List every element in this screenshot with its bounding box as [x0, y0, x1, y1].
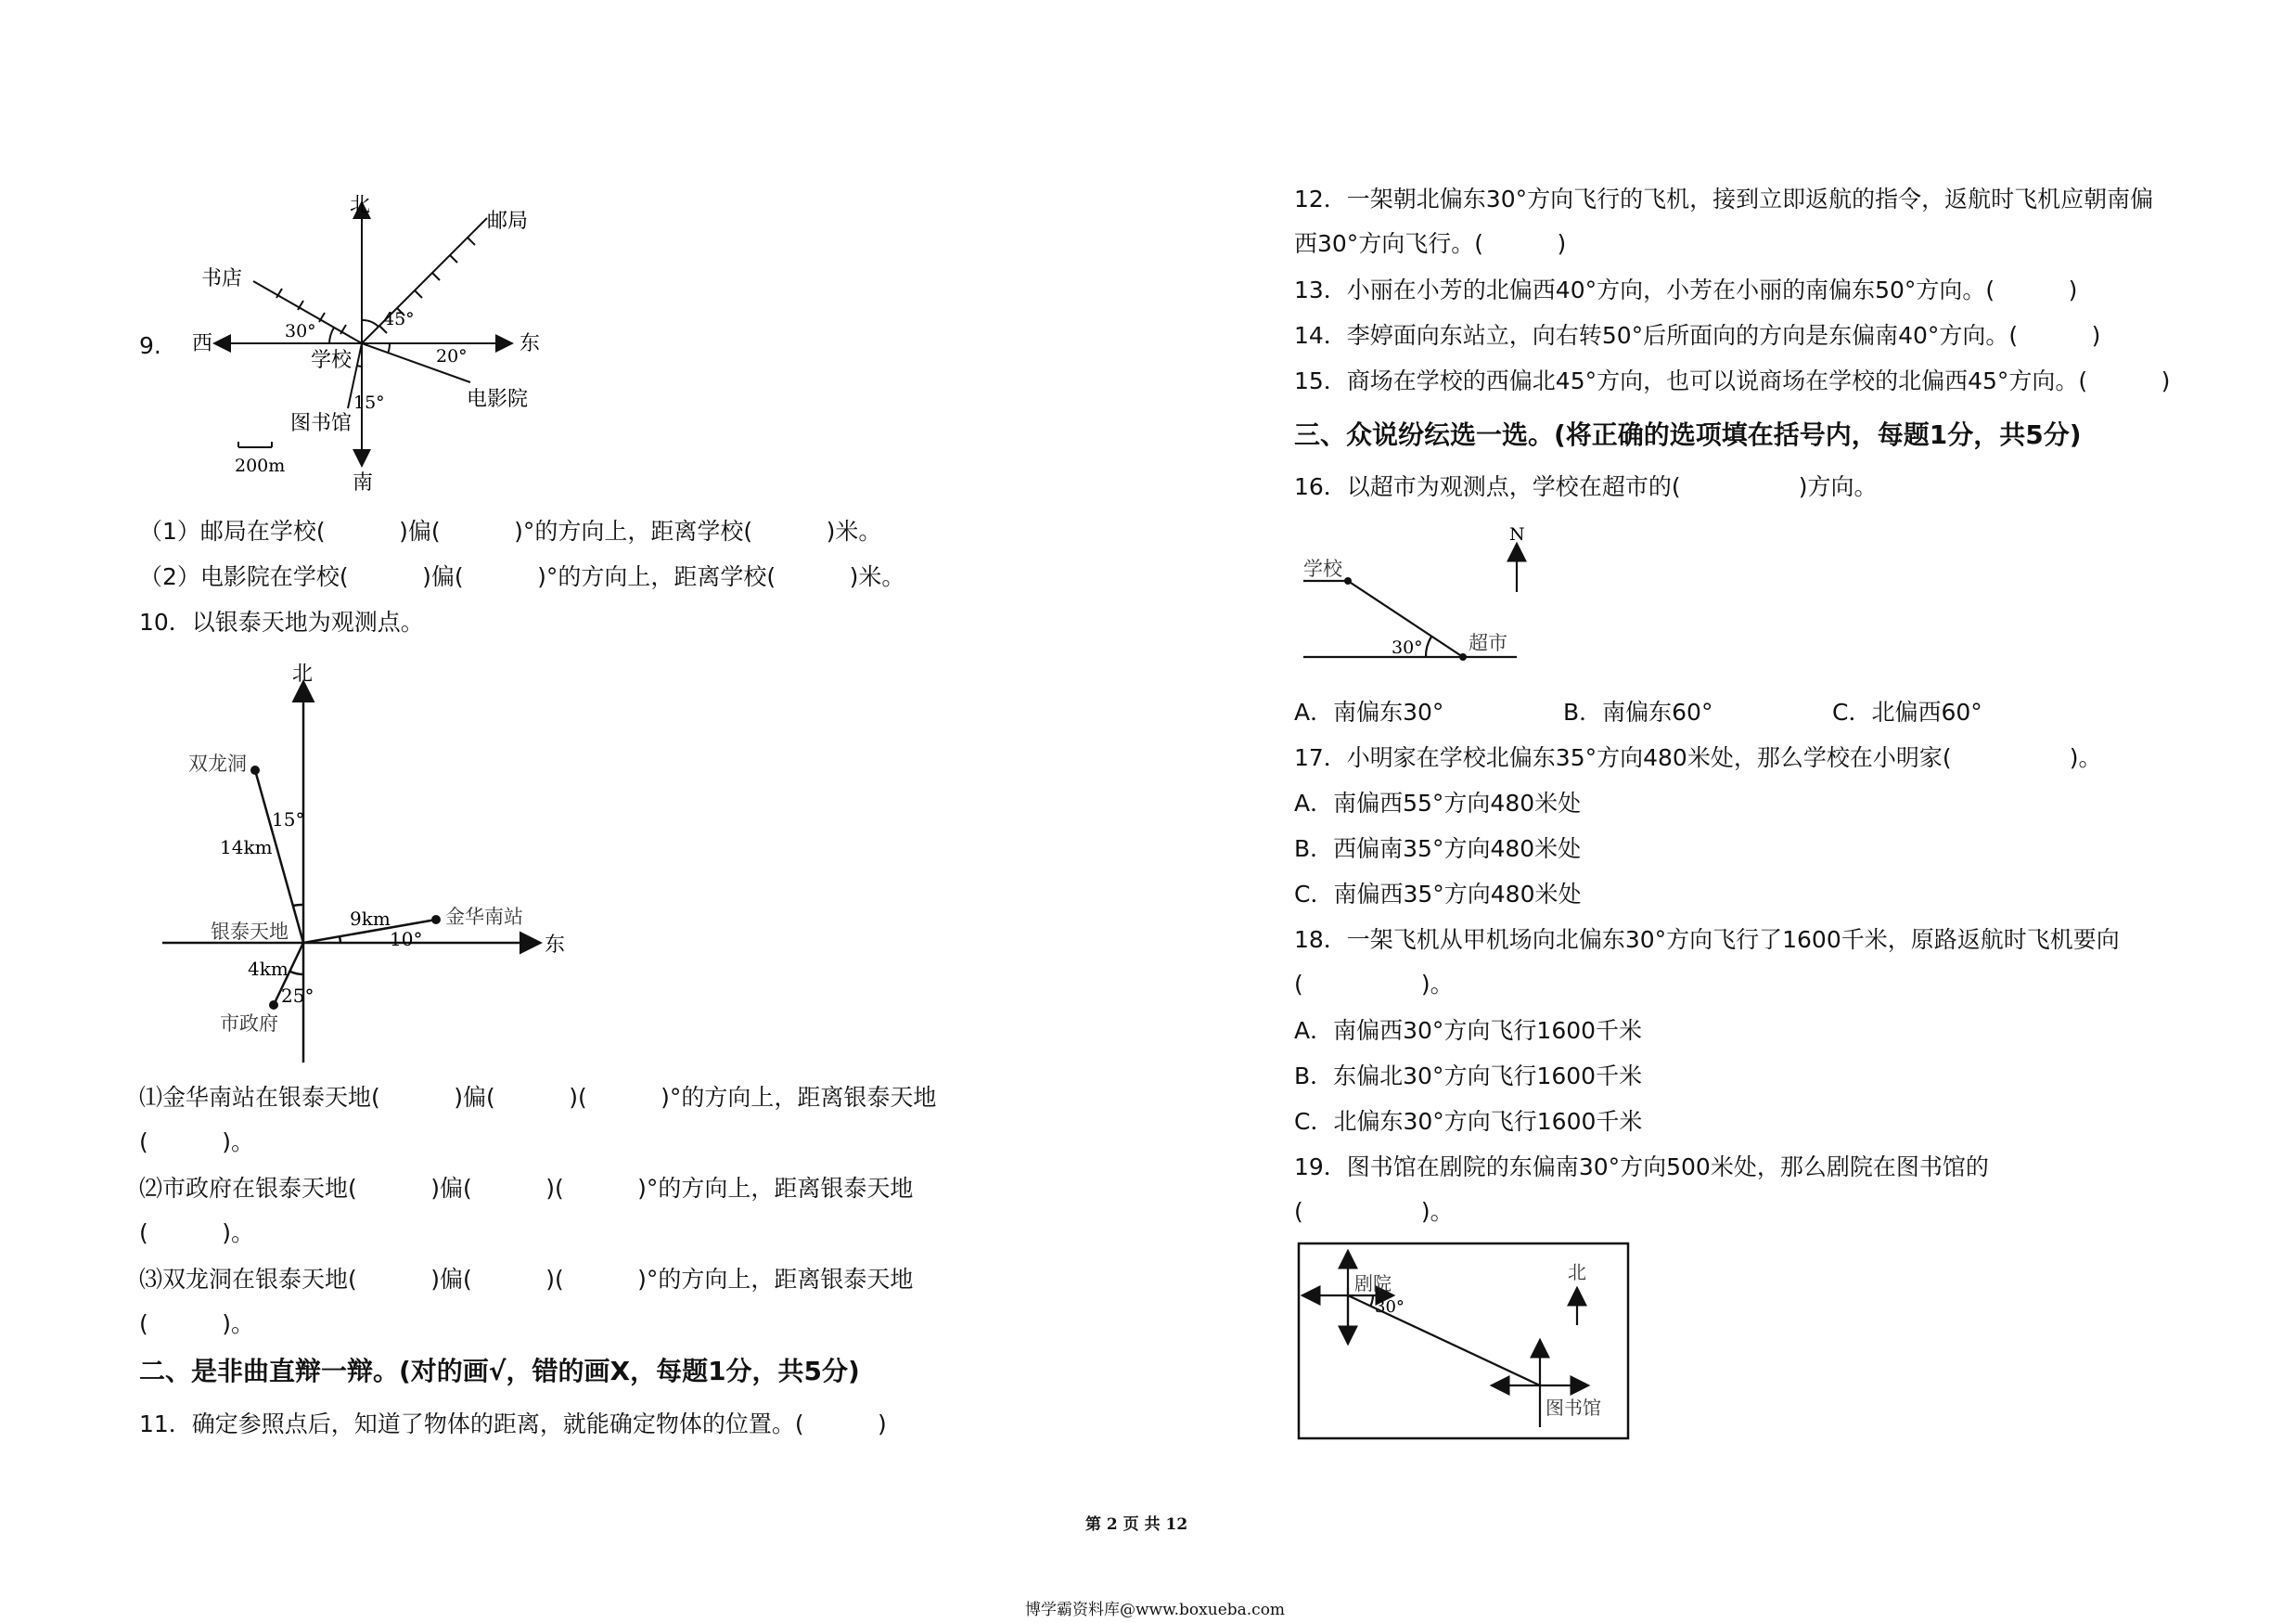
q12-line-a: 12．一架朝北偏东30°方向飞行的飞机，接到立即返航的指令，返航时飞机应朝南偏 — [1294, 186, 2154, 213]
q16-option-b: B．南偏东60° — [1563, 699, 1713, 726]
q10-part1-line-a: ⑴金华南站在银泰天地( )偏( )( )°的方向上，距离银泰天地 — [139, 1084, 937, 1111]
q9-south-label: 南 — [353, 471, 374, 495]
q16-option-a: A．南偏东30° — [1294, 699, 1444, 726]
q9-scale-label: 200m — [235, 456, 286, 476]
q15-text: 15．商场在学校的西偏北45°方向，也可以说商场在学校的北偏西45°方向。( ) — [1294, 367, 2171, 394]
q9-line-2: （2）电影院在学校( )偏( )°的方向上，距离学校( )米。 — [139, 563, 905, 590]
q19-library-label: 图书馆 — [1546, 1397, 1601, 1419]
q19-angle-30: 30° — [1375, 1297, 1405, 1317]
q9-bookstore-label: 书店 — [201, 267, 243, 290]
q19-title: 19．图书馆在剧院的东偏南30°方向500米处，那么剧院在图书馆的 — [1294, 1153, 1989, 1180]
diagram-q19 — [1297, 1242, 1631, 1441]
q13-text: 13．小丽在小芳的北偏西40°方向，小芳在小丽的南偏东50°方向。( ) — [1294, 277, 2078, 303]
q19-blank: ( )。 — [1294, 1198, 1454, 1225]
q16-school-label: 学校 — [1303, 558, 1342, 580]
q16-option-c: C．北偏西60° — [1832, 699, 1982, 726]
section-3-heading: 三、众说纷纭选一选。(将正确的选项填在括号内，每题1分，共5分) — [1294, 419, 2082, 450]
q16-market-label: 超市 — [1469, 632, 1507, 654]
section-2-heading: 二、是非曲直辩一辩。(对的画√，错的画X，每题1分，共5分) — [139, 1356, 860, 1386]
footer-site: 博学霸资料库@www.boxueba.com — [1025, 1601, 1286, 1619]
q9-angle-20: 20° — [436, 346, 468, 367]
q10-north-label: 北 — [292, 663, 314, 686]
q10-part1-line-b: ( )。 — [139, 1128, 254, 1155]
q17-title: 17．小明家在学校北偏东35°方向480米处，那么学校在小明家( )。 — [1294, 744, 2102, 771]
q9-angle-15: 15° — [353, 393, 385, 413]
q9-east-label: 东 — [519, 332, 541, 355]
question-9-number: 9. — [139, 332, 161, 359]
q18-title: 18．一架飞机从甲机场向北偏东30°方向飞行了1600千米，原路返航时飞机要向 — [1294, 926, 2120, 953]
q9-west-label: 西 — [192, 332, 213, 355]
q10-angle-25: 25° — [281, 985, 314, 1007]
q11-text: 11．确定参照点后，知道了物体的距离，就能确定物体的位置。( ) — [139, 1410, 887, 1437]
page-number: 第 2 页 共 12 — [1085, 1515, 1188, 1534]
q9-school-label: 学校 — [311, 349, 353, 372]
compass-diagram-q9 — [181, 190, 552, 496]
q10-yintai-label: 银泰天地 — [211, 921, 289, 943]
q14-text: 14．李婷面向东站立，向右转50°后所面向的方向是东偏南40°方向。( ) — [1294, 322, 2101, 349]
q19-theater-label: 剧院 — [1354, 1272, 1392, 1295]
q10-angle-10: 10° — [390, 928, 423, 950]
q16-angle-30: 30° — [1392, 638, 1423, 658]
q10-east-label: 东 — [545, 934, 566, 957]
compass-diagram-q10 — [153, 654, 589, 1072]
q10-part3-line-b: ( )。 — [139, 1310, 254, 1337]
q9-line-1: （1）邮局在学校( )偏( )°的方向上，距离学校( )米。 — [139, 518, 882, 545]
q10-jinhua-label: 金华南站 — [445, 906, 523, 928]
q10-angle-15: 15° — [272, 808, 305, 831]
q9-angle-30: 30° — [285, 321, 316, 341]
q10-distance-4km: 4km — [248, 958, 289, 980]
q9-post-office-label: 邮局 — [487, 210, 529, 233]
diagram-q16 — [1294, 520, 1535, 668]
q10-distance-14km: 14km — [220, 836, 273, 858]
q10-shuanglong-label: 双龙洞 — [188, 753, 247, 775]
q9-cinema-label: 电影院 — [467, 388, 529, 411]
q10-distance-9km: 9km — [350, 908, 391, 930]
q12-line-b: 西30°方向飞行。( ) — [1294, 230, 1567, 257]
q18-option-c: C．北偏东30°方向飞行1600千米 — [1294, 1108, 1643, 1135]
q17-option-a: A．南偏西55°方向480米处 — [1294, 790, 1582, 817]
q10-part2-line-a: ⑵市政府在银泰天地( )偏( )( )°的方向上，距离银泰天地 — [139, 1175, 914, 1202]
q18-blank: ( )。 — [1294, 971, 1454, 998]
q17-option-b: B．西偏南35°方向480米处 — [1294, 835, 1582, 862]
q18-option-a: A．南偏西30°方向飞行1600千米 — [1294, 1017, 1643, 1044]
q16-north-label: N — [1509, 524, 1525, 545]
q9-north-label: 北 — [350, 194, 371, 217]
q10-shizhengfu-label: 市政府 — [220, 1012, 278, 1035]
q10-part3-line-a: ⑶双龙洞在银泰天地( )偏( )( )°的方向上，距离银泰天地 — [139, 1266, 914, 1293]
q16-title: 16．以超市为观测点，学校在超市的( )方向。 — [1294, 473, 1878, 500]
q18-option-b: B．东偏北30°方向飞行1600千米 — [1294, 1063, 1643, 1089]
q19-north-label: 北 — [1568, 1261, 1586, 1283]
q17-option-c: C．南偏西35°方向480米处 — [1294, 881, 1582, 908]
q9-angle-45: 45° — [383, 309, 415, 329]
q9-library-label: 图书馆 — [290, 412, 353, 435]
q10-part2-line-b: ( )。 — [139, 1219, 254, 1246]
q10-title: 10．以银泰天地为观测点。 — [139, 609, 424, 636]
